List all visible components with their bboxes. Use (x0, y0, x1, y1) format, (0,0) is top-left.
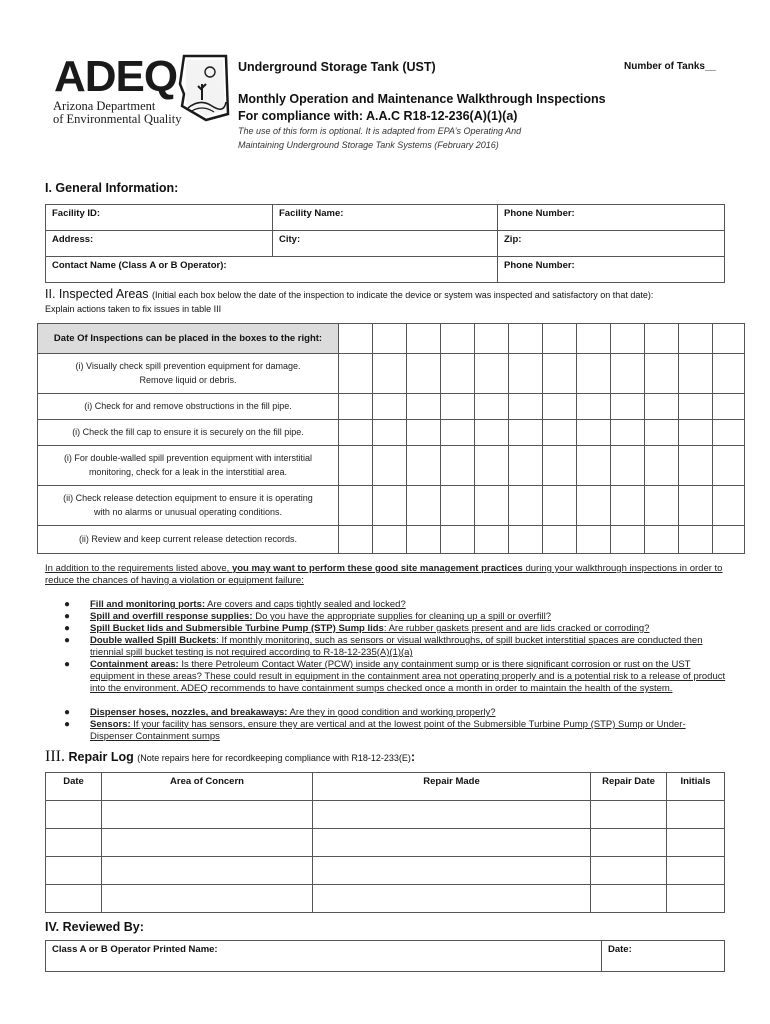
initial-cell[interactable] (509, 354, 543, 394)
date-cell[interactable] (373, 324, 407, 354)
repair-cell[interactable] (591, 857, 667, 885)
initial-cell[interactable] (679, 526, 713, 554)
facility-name-field[interactable]: Facility Name: (273, 205, 498, 231)
inspection-table (37, 323, 745, 554)
number-of-tanks-label: Number of Tanks__ (624, 61, 717, 72)
city-field[interactable]: City: (273, 231, 498, 257)
repair-note: (Note repairs here for recordkeeping compliance with R18-12-233(E) (137, 753, 411, 763)
practice-item: ● Containment areas: Is there Petroleum Contact Water (PCW) inside any containment sump or is there significant corrosion or rust on the UST equipment in these areas? These could result in equipment in the containment area not operating properly and is a potential risk to a release of product into the environment. ADEQ recommends to have containment sumps checked once a month in order to maintain the health of the system. (64, 659, 726, 694)
inspection-item: (i) Check for and remove obstructions in the fill pipe. (38, 394, 339, 420)
initial-cell[interactable] (713, 394, 745, 420)
form-subtitle: Monthly Operation and Maintenance Walkthrough Inspections For compliance with: A.A.C R18-12-236(A)(1)(a) (238, 92, 606, 123)
practice-item: ● Spill Bucket lids and Submersible Turbine Pump (STP) Sump lids: Are rubber gaskets present and are lids cracked or corroding? (64, 623, 650, 634)
facility-id-field[interactable]: Facility ID: (46, 205, 273, 231)
initial-cell[interactable] (509, 446, 543, 486)
repair-cell[interactable] (591, 829, 667, 857)
date-cell[interactable] (509, 324, 543, 354)
form-note: The use of this form is optional. It is adapted from EPA’s Operating And Maintaining Underground Storage Tank Systems (February 2016) (238, 126, 522, 150)
initial-cell[interactable] (645, 394, 679, 420)
initial-cell[interactable] (373, 446, 407, 486)
repair-row (46, 801, 725, 829)
adeq-logo-text: ADEQ (54, 52, 178, 101)
repair-cell[interactable] (667, 829, 725, 857)
repair-cell[interactable] (313, 829, 591, 857)
initial-cell[interactable] (407, 394, 441, 420)
initial-cell[interactable] (339, 394, 373, 420)
phone-number-field[interactable]: Phone Number: (498, 205, 725, 231)
initial-cell[interactable] (611, 526, 645, 554)
initial-cell[interactable] (475, 486, 509, 526)
contact-phone-field[interactable]: Phone Number: (498, 257, 725, 283)
inspection-item: (i) For double-walled spill prevention equipment with interstitial monitoring, check for a leak in the interstitial area. (38, 446, 339, 486)
initial-cell[interactable] (713, 446, 745, 486)
initial-cell[interactable] (509, 420, 543, 446)
date-header-cell: Date Of Inspections can be placed in the boxes to the right: (38, 324, 339, 354)
inspection-row (38, 394, 745, 420)
repair-row (46, 829, 725, 857)
repair-cell[interactable] (46, 801, 102, 829)
initial-cell[interactable] (407, 486, 441, 526)
date-cell[interactable] (577, 324, 611, 354)
initial-cell[interactable] (645, 446, 679, 486)
col-date: Date (46, 773, 102, 801)
initial-cell[interactable] (407, 420, 441, 446)
initial-cell[interactable] (713, 354, 745, 394)
section-reviewed-heading: IV. Reviewed By: (45, 920, 144, 934)
date-cell[interactable] (543, 324, 577, 354)
initial-cell[interactable] (577, 394, 611, 420)
repair-cell[interactable] (667, 857, 725, 885)
repair-cell[interactable] (46, 857, 102, 885)
repair-cell[interactable] (591, 801, 667, 829)
date-cell[interactable] (713, 324, 745, 354)
initial-cell[interactable] (577, 354, 611, 394)
form-title: Underground Storage Tank (UST) (238, 60, 436, 74)
initial-cell[interactable] (475, 354, 509, 394)
initial-cell[interactable] (679, 420, 713, 446)
initial-cell[interactable] (373, 526, 407, 554)
initial-cell[interactable] (543, 354, 577, 394)
initial-cell[interactable] (373, 420, 407, 446)
inspection-row (38, 354, 745, 394)
bullet-icon: ● (64, 659, 71, 670)
practice-item: ● Dispenser hoses, nozzles, and breakaways: Are they in good condition and working properly? (64, 707, 496, 718)
initial-cell[interactable] (577, 486, 611, 526)
date-cell[interactable] (407, 324, 441, 354)
date-cell[interactable] (645, 324, 679, 354)
initial-cell[interactable] (441, 446, 475, 486)
repair-row (46, 885, 725, 913)
initial-cell[interactable] (441, 486, 475, 526)
inspection-item: (i) Visually check spill prevention equipment for damage. Remove liquid or debris. (38, 354, 339, 394)
initial-cell[interactable] (509, 526, 543, 554)
initial-cell[interactable] (543, 394, 577, 420)
initial-cell[interactable] (441, 526, 475, 554)
repair-cell[interactable] (46, 885, 102, 913)
inspection-item: (ii) Review and keep current release detection records. (38, 526, 339, 554)
initial-cell[interactable] (441, 354, 475, 394)
initial-cell[interactable] (543, 420, 577, 446)
col-repair-date: Repair Date (591, 773, 667, 801)
repair-cell[interactable] (102, 801, 313, 829)
repair-cell[interactable] (102, 829, 313, 857)
arizona-map-icon (178, 54, 230, 127)
reviewed-table (45, 940, 725, 972)
initial-cell[interactable] (441, 420, 475, 446)
inspection-item: (ii) Check release detection equipment to ensure it is operating with no alarms or unusual operating conditions. (38, 486, 339, 526)
initial-cell[interactable] (679, 354, 713, 394)
col-initials: Initials (667, 773, 725, 801)
repair-cell[interactable] (313, 801, 591, 829)
zip-field[interactable]: Zip: (498, 231, 725, 257)
repair-log-table (45, 772, 725, 913)
practice-item: ● Sensors: If your facility has sensors, ensure they are vertical and at the lowest point of the Submersible Turbine Pump (STP) Sump or Under-Dispenser Containment sumps (64, 719, 686, 742)
initial-cell[interactable] (645, 420, 679, 446)
repair-cell[interactable] (667, 801, 725, 829)
section-general-heading: I. General Information: (45, 181, 179, 195)
initial-cell[interactable] (407, 446, 441, 486)
date-cell[interactable] (441, 324, 475, 354)
bullet-icon: ● (64, 719, 71, 730)
repair-cell[interactable] (591, 885, 667, 913)
initial-cell[interactable] (441, 394, 475, 420)
initial-cell[interactable] (339, 420, 373, 446)
inspected-instruction-2: Explain actions taken to fix issues in table III (45, 304, 222, 314)
initial-cell[interactable] (339, 446, 373, 486)
date-cell[interactable] (679, 324, 713, 354)
initial-cell[interactable] (475, 526, 509, 554)
col-repair-made: Repair Made (313, 773, 591, 801)
initial-cell[interactable] (543, 526, 577, 554)
adeq-logo-subtitle: Arizona Department of Environmental Quality (53, 99, 182, 126)
initial-cell[interactable] (475, 420, 509, 446)
repair-cell[interactable] (102, 885, 313, 913)
initial-cell[interactable] (611, 446, 645, 486)
initial-cell[interactable] (373, 354, 407, 394)
initial-cell[interactable] (679, 486, 713, 526)
section-repair-heading: III. Repair Log (Note repairs here for recordkeeping compliance with R18-12-233(E): (45, 748, 416, 765)
initial-cell[interactable] (407, 526, 441, 554)
initial-cell[interactable] (577, 446, 611, 486)
initial-cell[interactable] (713, 420, 745, 446)
initial-cell[interactable] (713, 526, 745, 554)
repair-cell[interactable] (667, 885, 725, 913)
bullet-icon: ● (64, 707, 71, 718)
general-info-table (45, 204, 725, 283)
col-area-of-concern: Area of Concern (102, 773, 313, 801)
initial-cell[interactable] (645, 354, 679, 394)
repair-cell[interactable] (313, 885, 591, 913)
date-cell[interactable] (475, 324, 509, 354)
initial-cell[interactable] (577, 420, 611, 446)
initial-cell[interactable] (611, 420, 645, 446)
initial-cell[interactable] (373, 394, 407, 420)
initial-cell[interactable] (611, 354, 645, 394)
inspection-row (38, 446, 745, 486)
inspected-instruction: (Initial each box below the date of the inspection to indicate the device or system was inspected and satisfactory on that date): (152, 290, 654, 300)
section-inspected-heading: II. Inspected Areas (Initial each box below the date of the inspection to indicate the device or system was inspected and satisfactory on that date): (45, 287, 654, 301)
initial-cell[interactable] (713, 486, 745, 526)
repair-row (46, 857, 725, 885)
operator-name-field[interactable]: Class A or B Operator Printed Name: (46, 941, 602, 972)
initial-cell[interactable] (373, 486, 407, 526)
initial-cell[interactable] (475, 446, 509, 486)
bullet-icon: ● (64, 611, 71, 622)
bullet-icon: ● (64, 599, 71, 610)
initial-cell[interactable] (611, 486, 645, 526)
bullet-icon: ● (64, 623, 71, 634)
initial-cell[interactable] (645, 486, 679, 526)
initial-cell[interactable] (339, 486, 373, 526)
inspection-row (38, 420, 745, 446)
initial-cell[interactable] (611, 394, 645, 420)
practice-item: ● Fill and monitoring ports: Are covers and caps tightly sealed and locked? (64, 599, 406, 610)
initial-cell[interactable] (543, 486, 577, 526)
initial-cell[interactable] (407, 354, 441, 394)
contact-name-field[interactable]: Contact Name (Class A or B Operator): (46, 257, 498, 283)
initial-cell[interactable] (475, 394, 509, 420)
practice-item: ● Double walled Spill Buckets: If monthly monitoring, such as sensors or visual walkthroughs, of spill bucket interstitial spaces are conducted then triennial spill bucket testing is not required according to R-18-12-235(A)(1)(a) (64, 635, 703, 658)
initial-cell[interactable] (679, 446, 713, 486)
initial-cell[interactable] (509, 486, 543, 526)
initial-cell[interactable] (339, 354, 373, 394)
inspection-row (38, 526, 745, 554)
inspection-item: (i) Check the fill cap to ensure it is securely on the fill pipe. (38, 420, 339, 446)
practice-item: ● Spill and overfill response supplies: Do you have the appropriate supplies for cleaning up a spill or overfill? (64, 611, 551, 622)
initial-cell[interactable] (543, 446, 577, 486)
initial-cell[interactable] (645, 526, 679, 554)
repair-cell[interactable] (46, 829, 102, 857)
address-field[interactable]: Address: (46, 231, 273, 257)
repair-cell[interactable] (313, 857, 591, 885)
initial-cell[interactable] (577, 526, 611, 554)
practices-intro: In addition to the requirements listed above, you may want to perform these good site management practices during your walkthrough inspections in order to reduce the chances of having a violation or equipment failure: (45, 563, 723, 586)
review-date-field[interactable]: Date: (602, 941, 725, 972)
repair-cell[interactable] (102, 857, 313, 885)
inspection-row (38, 486, 745, 526)
date-cell[interactable] (339, 324, 373, 354)
initial-cell[interactable] (679, 394, 713, 420)
date-cell[interactable] (611, 324, 645, 354)
bullet-icon: ● (64, 635, 71, 646)
initial-cell[interactable] (509, 394, 543, 420)
initial-cell[interactable] (339, 526, 373, 554)
